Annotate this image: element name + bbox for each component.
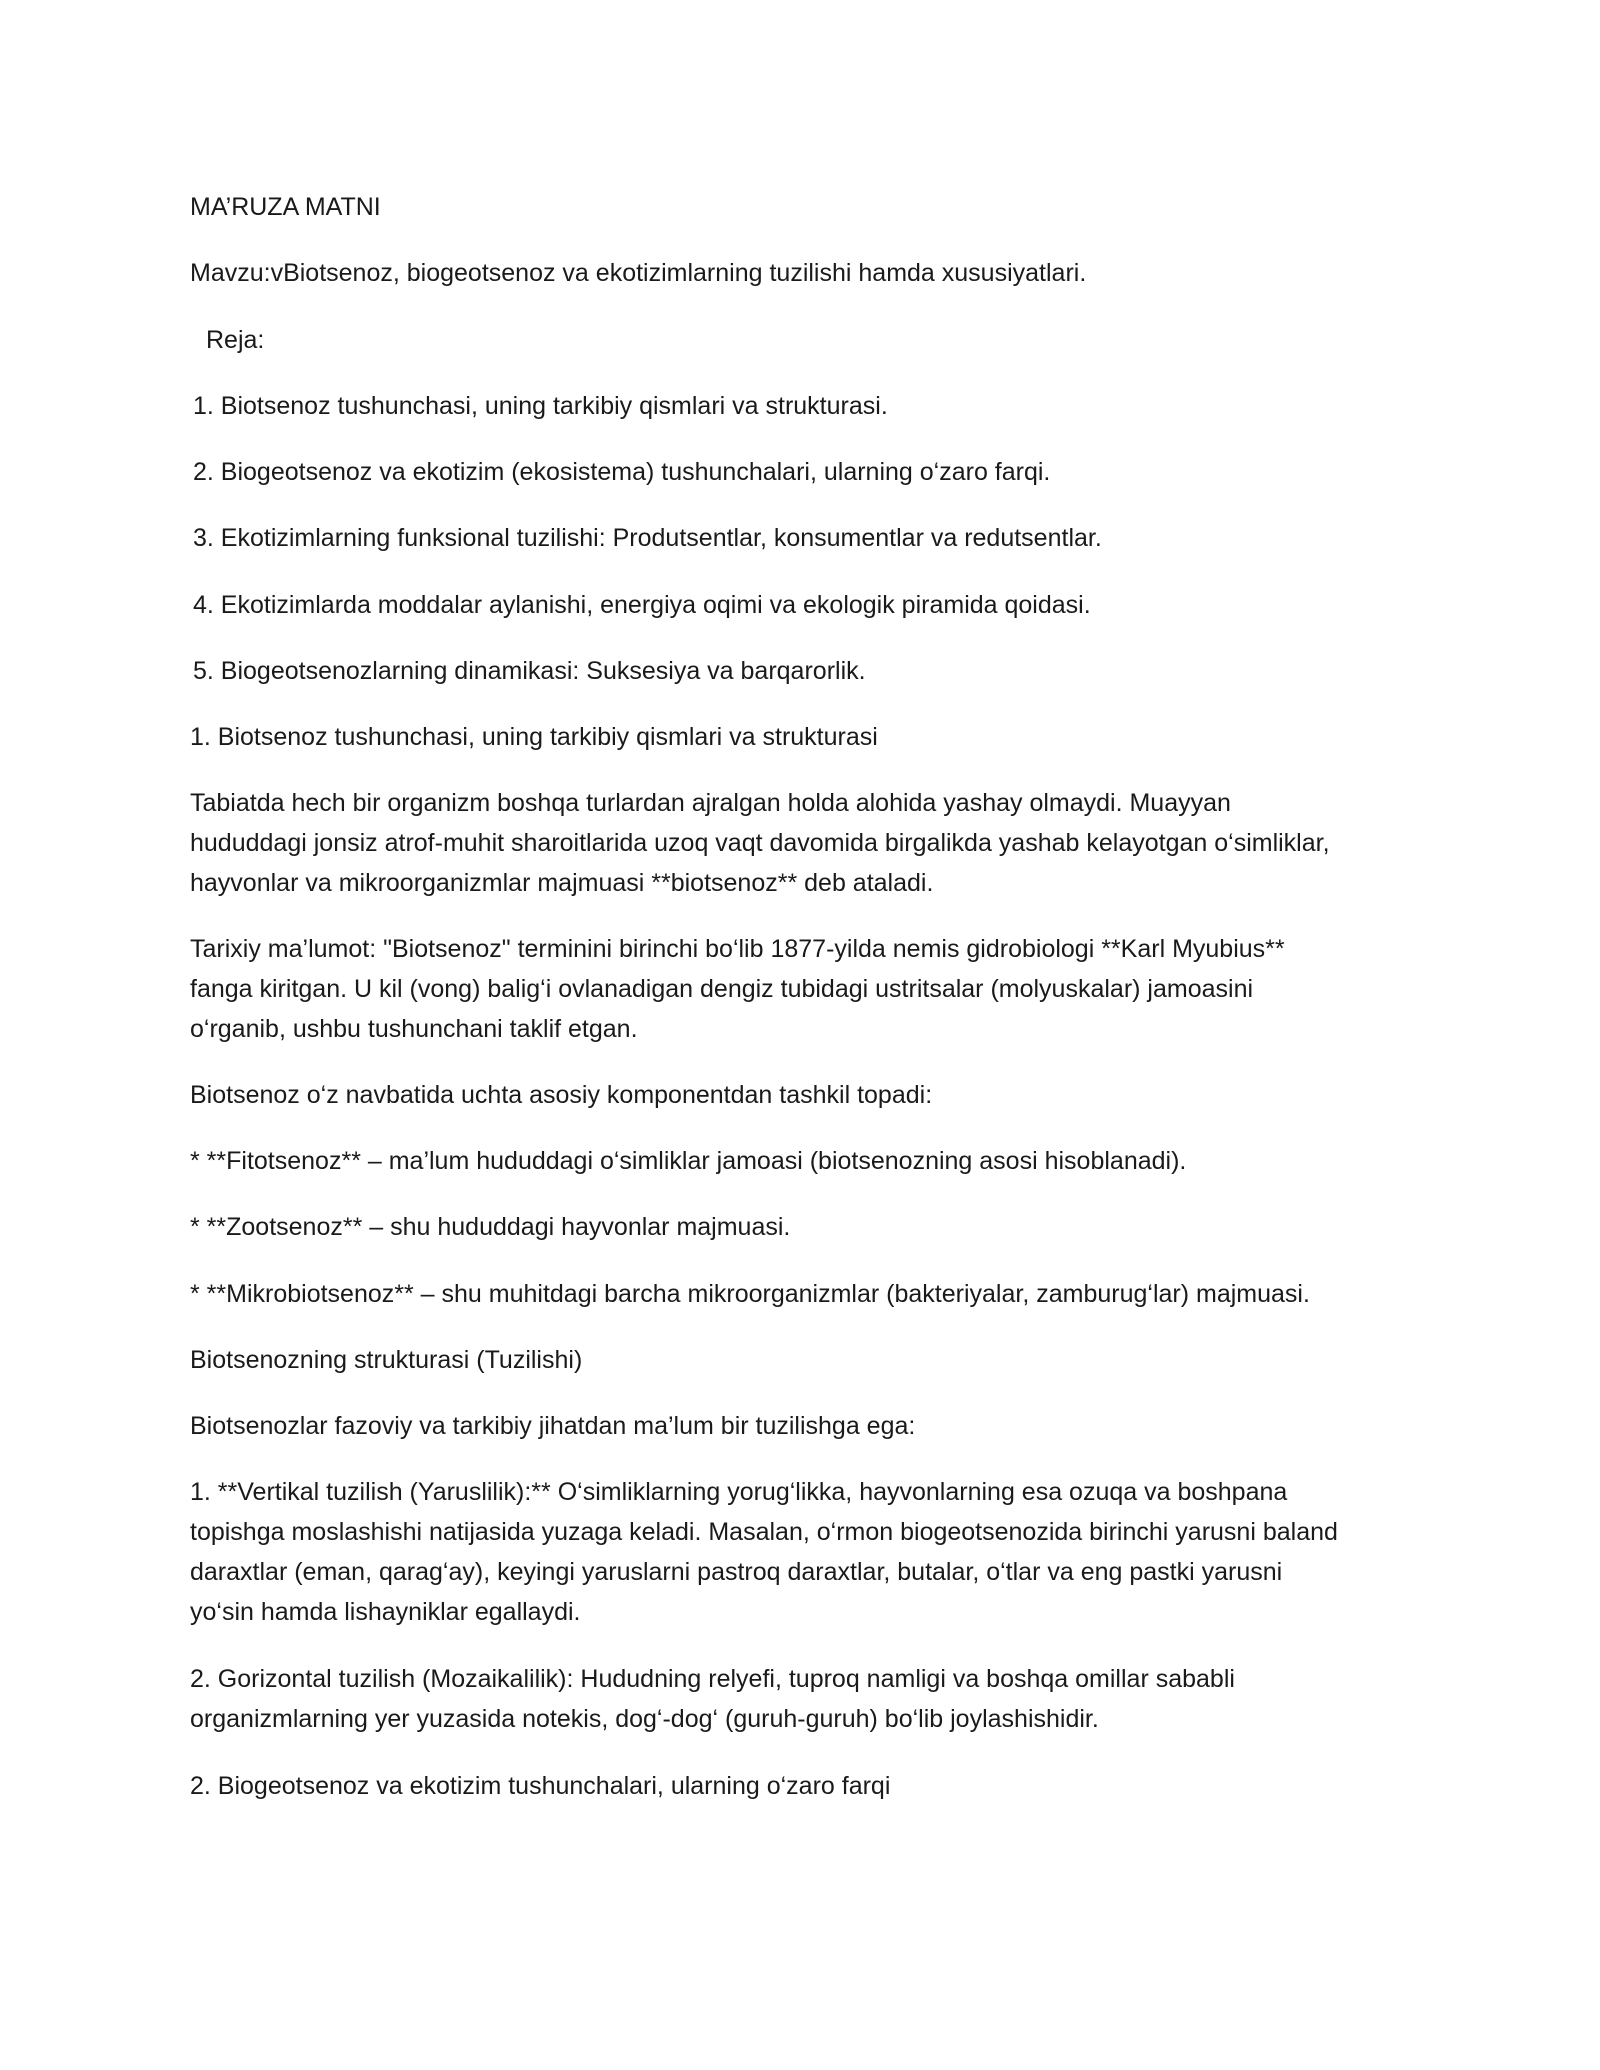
- section-1-heading: 1. Biotsenoz tushunchasi, uning tarkibiy qismlari va strukturasi: [190, 723, 878, 751]
- paragraph-line: o‘rganib, ushbu tushunchani taklif etgan.: [190, 1015, 638, 1043]
- paragraph-line: 1. **Vertikal tuzilish (Yaruslilik):** O‘simliklarning yorug‘likka, hayvonlarning esa ozuqa va boshpana: [190, 1478, 1288, 1506]
- component-fitotsenoz: * **Fitotsenoz** – ma’lum hududdagi o‘simliklar jamoasi (biotsenozning asosi hisoblanadi).: [190, 1147, 1187, 1175]
- plan-item-3: 3. Ekotizimlarning funksional tuzilishi: Produtsentlar, konsumentlar va redutsentlar.: [193, 524, 1102, 552]
- components-intro: Biotsenoz o‘z navbatida uchta asosiy komponentdan tashkil topadi:: [190, 1081, 933, 1109]
- section-2-heading: 2. Biogeotsenoz va ekotizim tushunchalari, ularning o‘zaro farqi: [190, 1772, 891, 1800]
- structure-heading: Biotsenozning strukturasi (Tuzilishi): [190, 1346, 583, 1374]
- plan-label: Reja:: [206, 326, 265, 354]
- paragraph-historical-note: [190, 929, 1430, 1049]
- plan-item-4: 4. Ekotizimlarda moddalar aylanishi, energiya oqimi va ekologik piramida qoidasi.: [193, 591, 1091, 619]
- paragraph-line: hududdagi jonsiz atrof-muhit sharoitlarida uzoq vaqt davomida birgalikda yashab kelayotgan o‘simliklar,: [190, 829, 1330, 857]
- plan-item-5: 5. Biogeotsenozlarning dinamikasi: Suksesiya va barqarorlik.: [193, 657, 866, 685]
- paragraph-horizontal-structure: [190, 1659, 1430, 1739]
- topic-line: Mavzu:vBiotsenoz, biogeotsenoz va ekotizimlarning tuzilishi hamda xususiyatlari.: [190, 259, 1087, 287]
- plan-item-2: 2. Biogeotsenoz va ekotizim (ekosistema) tushunchalari, ularning o‘zaro farqi.: [193, 458, 1051, 486]
- document-title: MA’RUZA MATNI: [190, 193, 381, 221]
- paragraph-line: daraxtlar (eman, qarag‘ay), keyingi yaruslarni pastroq daraxtlar, butalar, o‘tlar va eng pastki yarusni: [190, 1558, 1283, 1586]
- paragraph-line: Tarixiy ma’lumot: "Biotsenoz" terminini birinchi bo‘lib 1877-yilda nemis gidrobiologi **Karl Myubius**: [190, 935, 1285, 963]
- structure-intro: Biotsenozlar fazoviy va tarkibiy jihatdan ma’lum bir tuzilishga ega:: [190, 1412, 916, 1440]
- component-mikrobiotsenoz: * **Mikrobiotsenoz** – shu muhitdagi barcha mikroorganizmlar (bakteriyalar, zamburug‘lar) majmuasi.: [190, 1280, 1310, 1308]
- paragraph-line: topishga moslashishi natijasida yuzaga keladi. Masalan, o‘rmon biogeotsenozida birinchi yarusni baland: [190, 1518, 1338, 1546]
- plan-item-1: 1. Biotsenoz tushunchasi, uning tarkibiy qismlari va strukturasi.: [193, 392, 888, 420]
- paragraph-line: yo‘sin hamda lishayniklar egallaydi.: [190, 1598, 581, 1626]
- paragraph-line: hayvonlar va mikroorganizmlar majmuasi **biotsenoz** deb ataladi.: [190, 869, 934, 897]
- paragraph-vertical-structure: [190, 1472, 1430, 1632]
- component-zootsenoz: * **Zootsenoz** – shu hududdagi hayvonlar majmuasi.: [190, 1213, 791, 1241]
- paragraph-line: 2. Gorizontal tuzilish (Mozaikalilik): Hududning relyefi, tuproq namligi va boshqa omillar sababli: [190, 1665, 1235, 1693]
- paragraph-line: organizmlarning yer yuzasida notekis, dog‘-dog‘ (guruh-guruh) bo‘lib joylashishidir.: [190, 1705, 1099, 1733]
- paragraph-line: fanga kiritgan. U kil (vong) balig‘i ovlanadigan dengiz tubidagi ustritsalar (molyuskalar) jamoasini: [190, 975, 1254, 1003]
- paragraph-biotsenoz-definition: [190, 783, 1430, 903]
- paragraph-line: Tabiatda hech bir organizm boshqa turlardan ajralgan holda alohida yashay olmaydi. Muayyan: [190, 789, 1231, 817]
